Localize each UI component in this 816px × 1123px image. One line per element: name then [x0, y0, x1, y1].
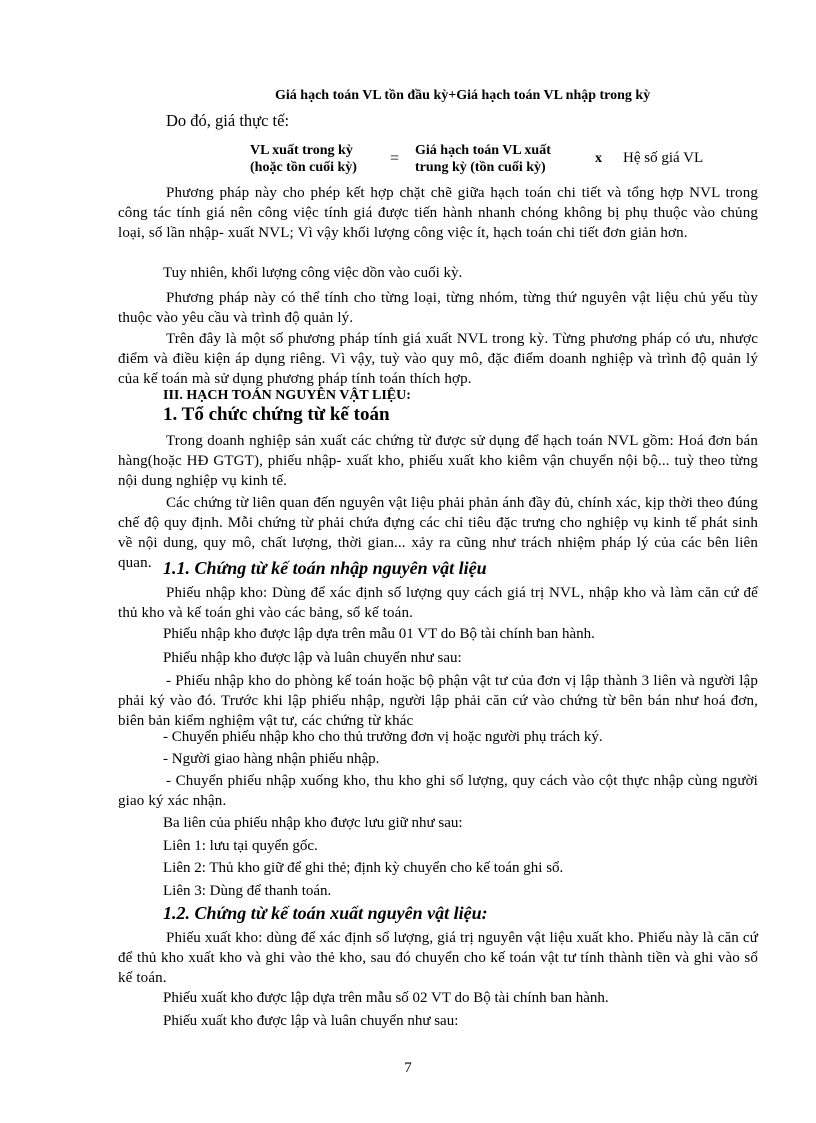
paragraph: - Chuyển phiếu nhập kho cho thủ trưởng đơn vị hoặc người phụ trách ký.	[163, 729, 603, 745]
paragraph: Phiếu xuất kho được lập và luân chuyển như sau:	[163, 1013, 459, 1029]
paragraph: Ba liên của phiếu nhập kho được lưu giữ như sau:	[163, 815, 463, 831]
paragraph: - Người giao hàng nhận phiếu nhập.	[163, 751, 380, 767]
formula-rhs	[415, 142, 590, 176]
formula-lhs	[250, 142, 390, 176]
paragraph: Phương pháp này có thể tính cho từng loại, từng nhóm, từng thứ nguyên vật liệu chủ yếu tùy thuộc vào yêu cầu và trình độ quản lý.	[118, 290, 758, 326]
paragraph: Phiếu xuất kho: dùng để xác định số lượng, giá trị nguyên vật liệu xuất kho. Phiếu này là căn cứ để thủ kho xuất kho và ghi vào thẻ kho, sau đó chuyển cho kế toán vật tư tính thành tiền và ghi vào sổ kế toán.	[118, 930, 758, 986]
subsection-heading: 1.2. Chứng từ kế toán xuất nguyên vật liệu:	[163, 903, 488, 923]
paragraph: Phương pháp này cho phép kết hợp chặt chẽ giữa hạch toán chi tiết và tổng hợp NVL trong công tác tính giá nên công việc tính giá được tiến hành nhanh chóng không bị phụ thuộc vào chủng loại, số lần nhập- xuất NVL; Vì vậy khối lượng công việc ít, hạch toán chi tiết đơn giản hơn.	[118, 185, 758, 241]
paragraph: Liên 1: lưu tại quyển gốc.	[163, 838, 318, 854]
formula-times: x	[595, 151, 602, 166]
paragraph: Trong doanh nghiệp sản xuất các chứng từ được sử dụng để hạch toán NVL gồm: Hoá đơn bán hàng(hoặc HĐ GTGT), phiếu nhập- xuất kho, phiếu xuất kho kiêm vận chuyển nội bộ... tuỳ theo từng nội dung nghiệp vụ kinh tế.	[118, 433, 758, 489]
formula-denominator: Giá hạch toán VL tồn đầu kỳ+Giá hạch toán VL nhập trong kỳ	[275, 88, 651, 103]
formula-equals: =	[390, 150, 400, 167]
subsection-heading: 1.1. Chứng từ kế toán nhập nguyên vật liệu	[163, 558, 487, 578]
paragraph: - Chuyển phiếu nhập xuống kho, thu kho ghi số lượng, quy cách vào cột thực nhập cùng người giao ký xác nhận.	[118, 773, 758, 809]
formula-factor: Hệ số giá VL	[623, 150, 704, 166]
paragraph: Phiếu nhập kho được lập dựa trên mẫu 01 VT do Bộ tài chính ban hành.	[163, 626, 595, 642]
section-heading: 1. Tổ chức chứng từ kế toán	[163, 404, 390, 425]
formula-rhs-line2: trung kỳ (tồn cuối kỳ)	[415, 160, 546, 175]
formula-intro: Do đó, giá thực tế:	[166, 111, 290, 130]
paragraph: - Phiếu nhập kho do phòng kế toán hoặc bộ phận vật tư của đơn vị lập thành 3 liên và người lập phải ký vào đó. Trước khi lập phiếu nhập, người lập phải căn cứ vào chứng từ bên bán như hoá đơn, biên bản kiểm nghiệm vật tư, các chứng từ khác	[118, 673, 758, 729]
page-number: 7	[404, 1060, 412, 1076]
paragraph: Trên đây là một số phương pháp tính giá xuất NVL trong kỳ. Từng phương pháp có ưu, nhược điểm và điều kiện áp dụng riêng. Vì vậy, tuỳ vào quy mô, đặc điểm doanh nghiệp và trình độ quản lý của kế toán mà sử dụng phương pháp tính toán thích hợp.	[118, 331, 758, 387]
paragraph: Phiếu nhập kho được lập và luân chuyển như sau:	[163, 650, 462, 666]
formula-lhs-line2: (hoặc tồn cuối kỳ)	[250, 160, 357, 175]
paragraph: Phiếu nhập kho: Dùng để xác định số lượng quy cách giá trị NVL, nhập kho và làm căn cứ để thủ kho và kế toán ghi vào các bảng, sổ kế toán.	[118, 585, 758, 621]
paragraph: Phiếu xuất kho được lập dựa trên mẫu số 02 VT do Bộ tài chính ban hành.	[163, 990, 609, 1006]
paragraph: Tuy nhiên, khối lượng công việc dồn vào cuối kỳ.	[163, 265, 463, 281]
formula-rhs-line1: Giá hạch toán VL xuất	[415, 143, 551, 158]
section-heading: III. HẠCH TOÁN NGUYÊN VẬT LIỆU:	[163, 388, 411, 403]
paragraph: Liên 3: Dùng để thanh toán.	[163, 883, 332, 899]
paragraph: Các chứng từ liên quan đến nguyên vật liệu phải phản ánh đầy đủ, chính xác, kịp thời theo đúng chế độ quy định. Mỗi chứng từ phải chứa đựng các chỉ tiêu đặc trưng cho nghiệp vụ kinh tế phát sinh về nội dung, quy mô, chất lượng, thời gian... xảy ra cũng như trách nhiệm pháp lý của các bên liên quan.	[118, 495, 758, 571]
paragraph: Liên 2: Thủ kho giữ để ghi thẻ; định kỳ chuyển cho kế toán ghi sổ.	[163, 860, 564, 876]
formula-lhs-line1: VL xuất trong kỳ	[250, 143, 353, 158]
